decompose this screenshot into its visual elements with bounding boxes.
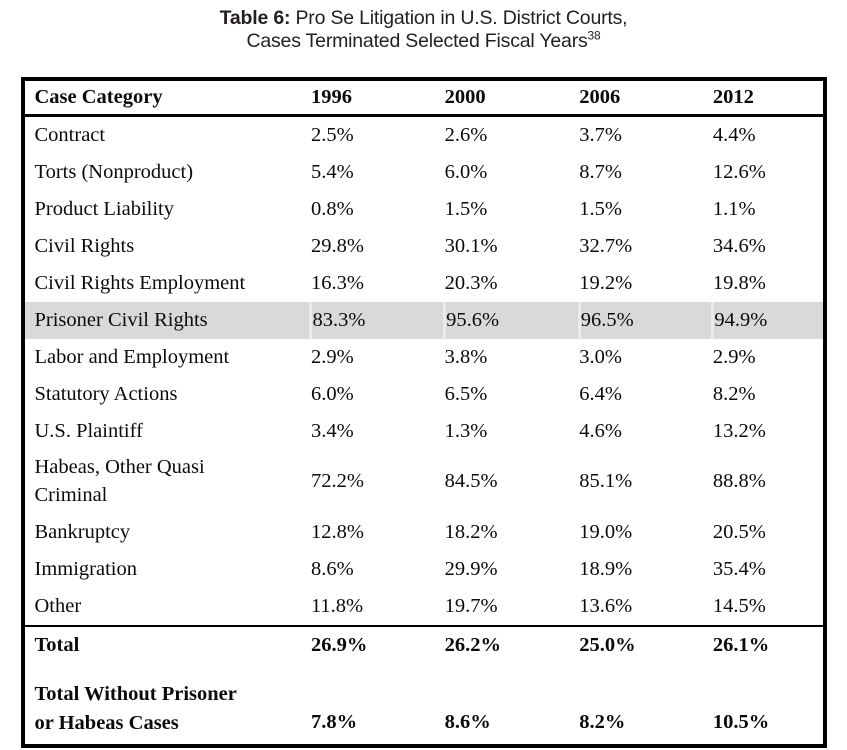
- cell-value: 4.6%: [579, 419, 622, 442]
- row-label: Product Liability: [34, 197, 174, 220]
- row-label: Immigration: [34, 557, 137, 580]
- row-label: Other: [34, 594, 82, 617]
- column-header-case-category: Case Category: [23, 79, 311, 116]
- column-header-year: 1996: [311, 79, 445, 116]
- cell-value: 13.6%: [579, 594, 633, 617]
- cell-value: 6.5%: [444, 382, 488, 405]
- table-row: [23, 339, 825, 376]
- cell-value: 1.3%: [444, 419, 488, 442]
- table-row: [23, 413, 825, 450]
- cell-value: 0.8%: [310, 197, 354, 220]
- column-header-year: 2006: [579, 79, 713, 116]
- table-row: [23, 191, 825, 228]
- table-row: [23, 376, 825, 413]
- cell-value: 2.5%: [310, 123, 354, 146]
- row-label: Habeas, Other Quasi Criminal: [34, 456, 205, 506]
- table-row: [23, 588, 825, 626]
- cell-value: 11.8%: [310, 594, 364, 617]
- cell-value: 2.9%: [310, 345, 354, 368]
- cell-value: 14.5%: [712, 594, 766, 617]
- row-label: Civil Rights Employment: [34, 271, 246, 294]
- cell-value: 32.7%: [579, 234, 633, 257]
- table-row: [23, 154, 825, 191]
- pro-se-litigation-table: [21, 77, 827, 748]
- table-number-label: Table 6:: [219, 7, 291, 29]
- cell-value: 2.9%: [712, 345, 756, 368]
- cell-value: 19.7%: [444, 594, 498, 617]
- cell-value: 8.6%: [444, 710, 491, 733]
- cell-value: 26.1%: [713, 626, 825, 664]
- row-label: Torts (Nonproduct): [34, 160, 194, 183]
- cell-value: 13.2%: [712, 419, 766, 442]
- column-header-year: 2000: [445, 79, 580, 116]
- cell-value: 3.0%: [579, 345, 622, 368]
- cell-value: 26.9%: [311, 626, 445, 664]
- header-row: [23, 79, 825, 116]
- cell-value: 19.8%: [712, 271, 766, 294]
- cell-value: 1.5%: [579, 197, 622, 220]
- cell-value: 20.3%: [444, 271, 498, 294]
- row-label: Statutory Actions: [34, 382, 178, 405]
- table-header: [23, 79, 825, 116]
- cell-value: 5.4%: [310, 160, 354, 183]
- table-row: [23, 450, 825, 514]
- cell-value: 3.7%: [579, 123, 622, 146]
- cell-value: 29.9%: [444, 557, 498, 580]
- row-label: Bankruptcy: [34, 520, 131, 543]
- cell-value: 7.8%: [310, 710, 358, 733]
- cell-value: 96.5%: [579, 302, 713, 339]
- table-row: [23, 626, 825, 664]
- cell-value: 16.3%: [310, 271, 364, 294]
- cell-value: 12.6%: [712, 160, 766, 183]
- cell-value: 94.9%: [713, 302, 825, 339]
- footnote-reference: 38: [587, 28, 601, 43]
- row-label: Labor and Employment: [34, 345, 230, 368]
- cell-value: 84.5%: [444, 470, 498, 493]
- cell-value: 34.6%: [712, 234, 766, 257]
- cell-value: 29.8%: [310, 234, 364, 257]
- row-label: Civil Rights: [34, 234, 135, 257]
- cell-value: 1.5%: [444, 197, 488, 220]
- cell-value: 35.4%: [712, 557, 766, 580]
- cell-value: 19.0%: [579, 520, 633, 543]
- table-row: [23, 228, 825, 265]
- cell-value: 20.5%: [712, 520, 766, 543]
- row-label: Contract: [34, 123, 106, 146]
- table-row: [23, 265, 825, 302]
- table-row: [23, 302, 825, 339]
- table-body: [23, 115, 825, 746]
- table-row: [23, 514, 825, 551]
- cell-value: 8.6%: [310, 557, 354, 580]
- title-line-2-text: Cases Terminated Selected Fiscal Years: [246, 30, 588, 53]
- cell-value: 2.6%: [444, 123, 488, 146]
- cell-value: 85.1%: [579, 470, 633, 493]
- table-row: [23, 664, 825, 746]
- cell-value: 6.0%: [310, 382, 354, 405]
- row-label: Total Without Prisoner or Habeas Cases: [34, 683, 237, 735]
- cell-value: 72.2%: [310, 470, 364, 493]
- cell-value: 30.1%: [444, 234, 498, 257]
- row-label: Total: [23, 626, 311, 664]
- cell-value: 18.2%: [444, 520, 498, 543]
- cell-value: 12.8%: [310, 520, 364, 543]
- row-label: U.S. Plaintiff: [34, 419, 143, 442]
- cell-value: 26.2%: [445, 626, 580, 664]
- cell-value: 18.9%: [579, 557, 633, 580]
- cell-value: 4.4%: [712, 123, 756, 146]
- table-title: [0, 0, 847, 54]
- cell-value: 8.2%: [579, 710, 626, 733]
- cell-value: 3.8%: [444, 345, 488, 368]
- table-row: [23, 551, 825, 588]
- cell-value: 88.8%: [712, 470, 766, 493]
- cell-value: 8.7%: [579, 160, 622, 183]
- title-line-1-text: Pro Se Litigation in U.S. District Courts,: [295, 7, 628, 29]
- title-line-1: [0, 7, 847, 30]
- cell-value: 95.6%: [445, 302, 580, 339]
- cell-value: 25.0%: [579, 626, 713, 664]
- cell-value: 83.3%: [311, 302, 445, 339]
- cell-value: 1.1%: [712, 197, 756, 220]
- cell-value: 19.2%: [579, 271, 633, 294]
- cell-value: 6.4%: [579, 382, 622, 405]
- title-line-2: [0, 30, 847, 53]
- cell-value: 6.0%: [444, 160, 488, 183]
- table-row: [23, 115, 825, 154]
- row-label: Prisoner Civil Rights: [23, 302, 311, 339]
- cell-value: 8.2%: [712, 382, 756, 405]
- cell-value: 10.5%: [712, 710, 770, 733]
- column-header-year: 2012: [713, 79, 825, 116]
- cell-value: 3.4%: [310, 419, 354, 442]
